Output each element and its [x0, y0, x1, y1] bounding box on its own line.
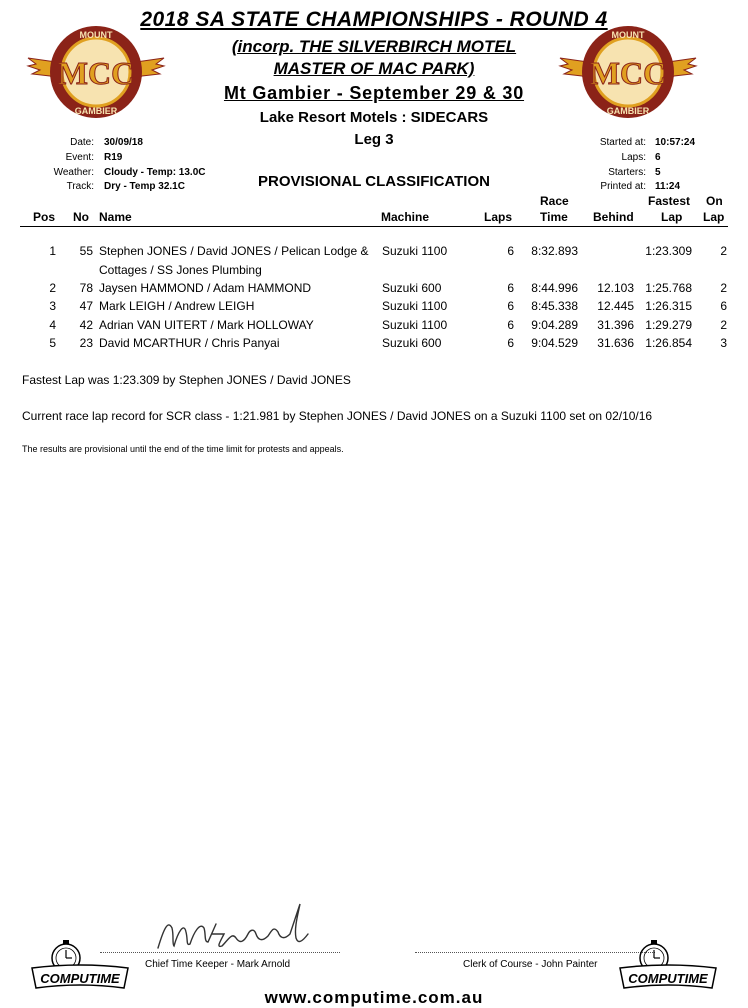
row-laps: 6	[507, 244, 514, 258]
mcc-logo-right	[558, 22, 698, 122]
col-pos: Pos	[33, 210, 56, 224]
row-time: 9:04.529	[531, 336, 578, 350]
row-machine: Suzuki 1100	[382, 244, 448, 258]
col-machine: Machine	[381, 210, 430, 224]
row-name: Adrian VAN UITERT / Mark HOLLOWAY	[99, 318, 314, 332]
row-machine: Suzuki 600	[382, 281, 442, 295]
logo-top-text: MOUNT	[611, 30, 645, 40]
row-fastest: 1:23.309	[645, 244, 692, 258]
row-fastest: 1:26.315	[645, 299, 692, 313]
date-value: 30/09/18	[104, 137, 143, 148]
row-behind: 31.396	[597, 318, 634, 332]
computime-text: COMPUTIME	[40, 971, 120, 986]
col-race-time-top: Race	[540, 194, 569, 208]
col-fastest-top: Fastest	[648, 194, 691, 208]
row-behind: 12.103	[597, 281, 634, 295]
website-link[interactable]: www.computime.com.au	[264, 988, 484, 1007]
col-laps: Laps	[484, 210, 513, 224]
chief-signature-line	[100, 952, 340, 953]
row-on-lap: 3	[720, 336, 727, 350]
logo-bottom-text: GAMBIER	[606, 106, 650, 116]
row-laps: 6	[507, 318, 514, 332]
lap-record-note: Current race lap record for SCR class - 1:21.981 by Stephen JONES / David JONES on a Suzuki 1100 set on 02/10/16	[22, 409, 653, 423]
printed-label: Printed at:	[600, 181, 646, 192]
row-behind: 12.445	[597, 299, 634, 313]
row-laps: 6	[507, 281, 514, 295]
row-time: 8:32.893	[531, 244, 578, 258]
title-class: Lake Resort Motels : SIDECARS	[259, 109, 489, 126]
logo-center-text: MCC	[57, 55, 135, 91]
weather-value: Cloudy - Temp: 13.0C	[104, 167, 206, 178]
computime-text: COMPUTIME	[628, 971, 708, 986]
row-name: Stephen JONES / David JONES / Pelican Lodge &	[99, 244, 369, 258]
row-behind: 31.636	[597, 336, 634, 350]
row-machine: Suzuki 600	[382, 336, 442, 350]
title-venue-date: Mt Gambier - September 29 & 30	[223, 83, 525, 103]
started-value: 10:57:24	[655, 137, 696, 148]
col-on-top: On	[706, 194, 723, 208]
row-time: 8:45.338	[531, 299, 578, 313]
row-no: 42	[79, 318, 93, 332]
col-fastest-bottom: Lap	[661, 210, 683, 224]
track-value: Dry - Temp 32.1C	[104, 181, 185, 192]
row-no: 23	[79, 336, 93, 350]
row-no: 47	[79, 299, 93, 313]
header-rule	[20, 226, 728, 227]
row-name: Mark LEIGH / Andrew LEIGH	[99, 299, 255, 313]
title-incorp: (incorp. THE SILVERBIRCH MOTEL	[231, 37, 517, 56]
title-leg: Leg 3	[354, 131, 394, 148]
provisional-note: The results are provisional until the end of the time limit for protests and appeals.	[22, 444, 344, 454]
row-no: 78	[79, 281, 93, 295]
row-machine: Suzuki 1100	[382, 318, 448, 332]
row-pos: 4	[49, 318, 56, 332]
logo-center-text: MCC	[589, 55, 667, 91]
row-on-lap: 6	[720, 299, 727, 313]
row-name: David MCARTHUR / Chris Panyai	[99, 336, 280, 350]
row-machine: Suzuki 1100	[382, 299, 448, 313]
weather-label: Weather:	[53, 167, 94, 178]
row-fastest: 1:26.854	[645, 336, 692, 350]
laps-label: Laps:	[621, 152, 646, 163]
signature-image	[150, 898, 330, 956]
chief-time-keeper-caption: Chief Time Keeper - Mark Arnold	[145, 959, 291, 970]
row-name: Jaysen HAMMOND / Adam HAMMOND	[99, 281, 312, 295]
row-time: 9:04.289	[531, 318, 578, 332]
row-name-cont: Cottages / SS Jones Plumbing	[99, 263, 262, 277]
row-fastest: 1:25.768	[645, 281, 692, 295]
event-label: Event:	[65, 152, 94, 163]
col-on-bottom: Lap	[703, 210, 725, 224]
starters-value: 5	[655, 167, 661, 178]
row-pos: 3	[49, 299, 56, 313]
laps-value: 6	[655, 152, 661, 163]
row-on-lap: 2	[720, 244, 727, 258]
row-on-lap: 2	[720, 281, 727, 295]
mcc-logo-left	[26, 22, 166, 122]
track-label: Track:	[66, 181, 94, 192]
started-label: Started at:	[599, 137, 646, 148]
col-race-time-bottom: Time	[540, 210, 568, 224]
row-laps: 6	[507, 336, 514, 350]
printed-value: 11:24	[655, 181, 681, 192]
row-on-lap: 2	[720, 318, 727, 332]
logo-top-text: MOUNT	[79, 30, 113, 40]
clerk-of-course-caption: Clerk of Course - John Painter	[463, 959, 598, 970]
title-championship: 2018 SA STATE CHAMPIONSHIPS - ROUND 4	[140, 8, 608, 31]
row-pos: 2	[49, 281, 56, 295]
row-laps: 6	[507, 299, 514, 313]
fastest-lap-note: Fastest Lap was 1:23.309 by Stephen JONES / David JONES	[22, 373, 351, 387]
row-no: 55	[79, 244, 93, 258]
logo-bottom-text: GAMBIER	[74, 106, 118, 116]
row-pos: 5	[49, 336, 56, 350]
classification-title: PROVISIONAL CLASSIFICATION	[258, 173, 490, 190]
col-behind: Behind	[593, 210, 634, 224]
title-master: MASTER OF MAC PARK)	[273, 59, 475, 78]
col-name: Name	[99, 210, 132, 224]
row-fastest: 1:29.279	[645, 318, 692, 332]
col-no: No	[73, 210, 89, 224]
row-pos: 1	[49, 244, 56, 258]
starters-label: Starters:	[608, 167, 646, 178]
row-time: 8:44.996	[531, 281, 578, 295]
date-label: Date:	[70, 137, 94, 148]
event-value: R19	[104, 152, 123, 163]
